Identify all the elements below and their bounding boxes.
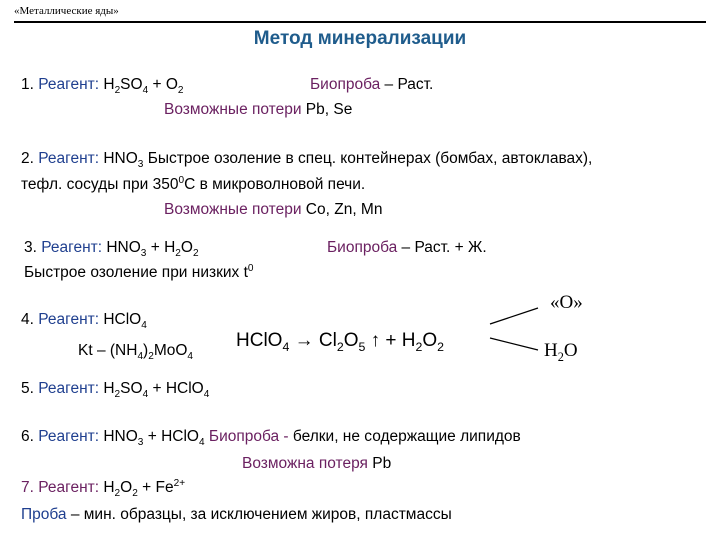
branch-arrows [488,300,548,360]
item-7-formula: $H_2O_2 + Fe^{2+}$ [99,477,186,500]
item-7-reagent-line [21,477,186,500]
item-6-formula: $HNO_3$ + HClO$_4$ [99,428,205,449]
item-1-losses: Возможные потери Pb, Se [164,101,353,118]
item-6-bioproba-value: белки, не содержащие липидов [288,428,521,445]
item-5-reagent-line [21,380,210,401]
item-2-losses: Возможные потери Co, Zn, Mn [164,201,383,218]
arrow-up-line [490,308,538,324]
item-4-reagent-line [21,311,147,332]
header-label: «Металлические яды» [14,5,119,17]
item-7-reagent-label: Реагент: [38,479,100,496]
item-1-reagent-line [21,76,184,97]
item-7-proba: Проба – мин. образцы, за исключением жиров, пластмассы [21,506,452,523]
item-2-reagent-label: Реагент: [38,150,100,167]
item-4-number: 4. [21,311,34,328]
item-3-formula: $HNO_3 + H_2O_2$ [102,239,199,260]
item-2-desc-line: тефл. сосуды при $350^0С$ в микроволновой печи. [21,174,366,193]
item-5-reagent-label: Реагент: [38,380,100,397]
item-6-bioproba-label: Биопроба - [208,428,289,445]
item-1-formula: $H_2SO_4 + O_2$ [103,76,184,97]
product-water: $H_2O$ [544,340,578,364]
item-2-number: 2. [21,150,34,167]
item-3-number: 3. [24,239,37,256]
item-4-reagent-label: Реагент: [38,311,100,328]
item-1-reagent-label: Реагент: [38,76,100,93]
product-oxygen: «O» [550,292,583,313]
item-1-bioproba: Биопроба – Раст. [310,76,434,93]
header-rule [14,21,706,23]
item-4-catalyst: Kt – $(NH_4)_2MoO_4$ [78,342,194,363]
item-1-number: 1. [21,76,34,93]
item-3-desc: Быстрое озоление при низких $t^0$ [24,262,254,281]
item-5-number: 5. [21,380,34,397]
item-6-losses: Возможна потеря Pb [242,455,392,472]
item-3-reagent-label: Реагент: [41,239,103,256]
arrow-down-line [490,338,538,350]
item-6-reagent-label: Реагент: [38,428,100,445]
item-3-bioproba: Биопроба – Раст. + Ж. [327,239,487,256]
page-title: Метод минерализации [253,28,467,49]
item-6-number: 6. [21,428,34,445]
item-4-equation: HClO$_4$ → $Cl_2O_5$ ↑ + $H_2O_2$ [236,330,445,354]
item-2-reagent-line: 2. Реагент: $HNO_3$ Быстрое озоление в спец. контейнерах (бомбах, автоклавах), [21,150,593,171]
item-7-number: 7. [21,479,34,496]
item-6-reagent-line [21,428,521,449]
item-5-formula: $H_2SO_4$ + HClO$_4$ [99,380,210,401]
item-4-formula: HClO$_4$ [99,311,147,332]
item-3-reagent-line [24,239,199,260]
